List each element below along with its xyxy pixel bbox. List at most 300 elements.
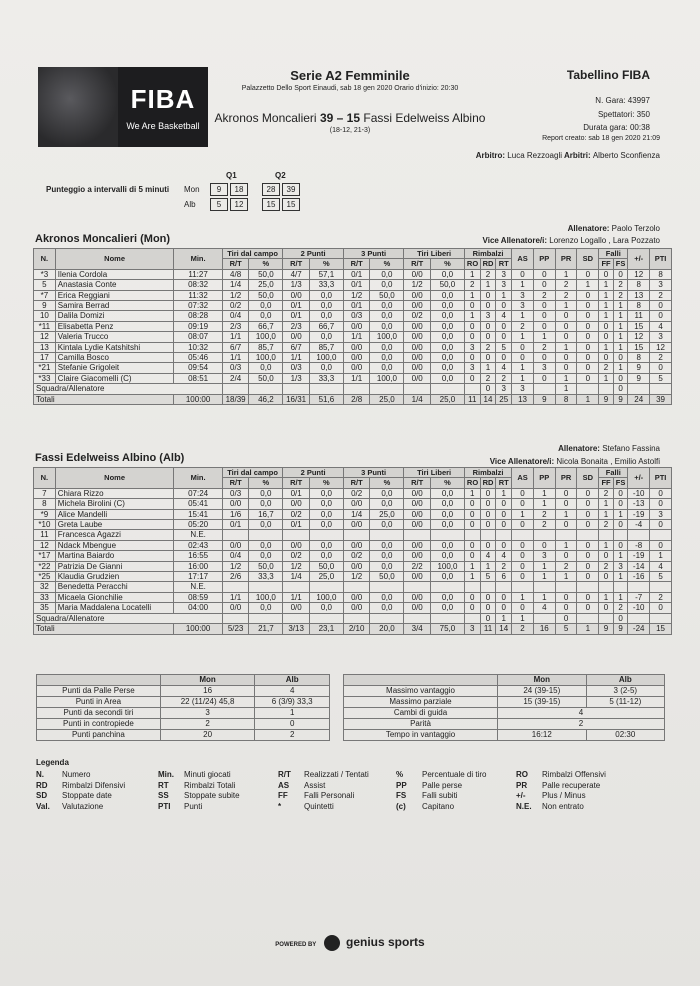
stat-cell: 1 [464, 311, 480, 321]
stat-label: Parità [344, 719, 498, 730]
stat-cell: 0 [555, 520, 577, 530]
stat-cell: 39 [650, 394, 672, 404]
stat-cell: 3 [496, 280, 512, 290]
stat-cell [431, 613, 465, 623]
legend-abbr: N. [36, 770, 44, 779]
legend-abbr: SS [158, 791, 169, 800]
stat-cell [431, 384, 465, 394]
stat-value: 02:30 [586, 730, 664, 741]
legend-item [278, 802, 369, 813]
stat-cell: 0 [555, 499, 577, 509]
column-header: FF [599, 478, 614, 488]
stat-cell: 9 [613, 624, 628, 634]
stat-cell [577, 582, 599, 592]
legend-col5 [516, 770, 606, 812]
legend-abbr: N.E. [516, 801, 532, 811]
column-header: PTI [650, 468, 672, 489]
stat-cell: 0 [533, 540, 555, 550]
stat-cell: 02:43 [174, 540, 222, 550]
stat-cell [555, 582, 577, 592]
stat-cell: 16:00 [174, 561, 222, 571]
stat-cell: 0/0 [283, 290, 310, 300]
stat-cell: 0 [613, 353, 628, 363]
stat-cell: 0/3 [343, 311, 370, 321]
stat-cell [628, 530, 650, 540]
stat-cell: 05:46 [174, 353, 222, 363]
player-name: Ilenia Cordola [55, 269, 174, 279]
legend-item [278, 770, 369, 781]
table-row [34, 269, 672, 279]
stat-cell: 0 [480, 488, 496, 498]
stat-cell: 1 [512, 613, 534, 623]
stat-cell: 0/2 [404, 311, 431, 321]
stat-cell [650, 582, 672, 592]
stat-cell: 1 [613, 321, 628, 331]
column-header: SD [577, 468, 599, 489]
column-header: RO [464, 478, 480, 488]
stat-cell: 0,0 [431, 332, 465, 342]
stat-cell: 4 [533, 603, 555, 613]
stat-cell: 13 [628, 290, 650, 300]
stat-cell: 0 [512, 551, 534, 561]
stat-cell: 0 [464, 551, 480, 561]
stat-cell: 0 [577, 499, 599, 509]
powered-by: POWERED BY [275, 942, 317, 949]
period-score: 12 [230, 198, 248, 211]
stat-cell: 0,0 [370, 269, 404, 279]
stat-cell [555, 530, 577, 540]
stat-cell: 25,0 [370, 394, 404, 404]
column-header: R/T [283, 478, 310, 488]
home-assistant-label: Vice Allenatore/i: [482, 236, 548, 245]
stat-cell: 0/0 [343, 353, 370, 363]
stat-cell: 0 [533, 353, 555, 363]
stat-cell: 0 [577, 321, 599, 331]
score-dash: – [336, 111, 344, 125]
stat-cell: 0 [555, 613, 577, 623]
home-assistants [483, 236, 660, 245]
stat-cell: 0 [577, 269, 599, 279]
column-header: AS [512, 249, 534, 270]
away-assistant-label: Vice Allenatore/i: [489, 457, 555, 466]
stat-cell: 85,7 [249, 342, 283, 352]
stat-cell: 1 [577, 624, 599, 634]
stat-cell: 0,0 [370, 342, 404, 352]
stat-cell: 9 [34, 301, 56, 311]
stat-cell: *25 [34, 572, 56, 582]
stat-cell: 0 [577, 603, 599, 613]
stat-cell: 25,0 [431, 394, 465, 404]
stat-cell: 3 [464, 342, 480, 352]
q1-label: Q1 [226, 171, 237, 180]
stat-cell: 0 [577, 488, 599, 498]
stat-cell: 0/0 [404, 363, 431, 373]
stat-cell: 0 [555, 551, 577, 561]
stat-cell [283, 613, 310, 623]
stat-cell: 32 [34, 582, 56, 592]
totals-row [34, 394, 672, 404]
home-coach [568, 224, 660, 233]
stat-cell [222, 384, 249, 394]
table-row [34, 373, 672, 383]
footer-brand: genius sports [346, 935, 425, 950]
stat-cell: 0/0 [404, 373, 431, 383]
stat-cell [599, 582, 614, 592]
stat-cell: 3 [496, 384, 512, 394]
stat-cell: -19 [628, 509, 650, 519]
stat-cell: *17 [34, 551, 56, 561]
legend-item [396, 802, 486, 813]
stat-cell: 0,0 [431, 301, 465, 311]
legend-desc: Palle recuperate [542, 780, 601, 790]
stat-cell: 1 [496, 488, 512, 498]
column-header: Nome [55, 468, 174, 489]
stat-cell: 0 [650, 520, 672, 530]
stat-cell: 0 [464, 520, 480, 530]
stat-cell: 0 [555, 363, 577, 373]
stat-cell: 3/4 [404, 624, 431, 634]
column-header: Falli [599, 468, 628, 478]
stat-cell: 0 [496, 603, 512, 613]
stat-cell: 0/0 [404, 603, 431, 613]
stat-cell: 0,0 [370, 520, 404, 530]
stat-cell: 2 [650, 592, 672, 602]
player-name: Benedetta Peracchi [55, 582, 174, 592]
stat-cell: 0 [555, 321, 577, 331]
table-row [37, 697, 330, 708]
stat-cell: 0,0 [431, 509, 465, 519]
stat-cell: 1 [512, 509, 534, 519]
stat-cell: 11 [464, 394, 480, 404]
stat-cell: 0 [496, 509, 512, 519]
home-team-name: Akronos Moncalieri [214, 111, 317, 125]
column-header: PP [533, 249, 555, 270]
stat-cell: 0,0 [249, 301, 283, 311]
stat-cell: 09:54 [174, 363, 222, 373]
player-name: Micaela Gionchilie [55, 592, 174, 602]
stat-cell: 0 [577, 520, 599, 530]
player-name: Martina Baiardo [55, 551, 174, 561]
column-header: Rimbalzi [464, 468, 511, 478]
stat-cell: 0 [650, 311, 672, 321]
stat-cell: 1/4 [222, 280, 249, 290]
stat-cell: 0/0 [404, 290, 431, 300]
stat-cell: 0 [577, 373, 599, 383]
stat-cell: 09:19 [174, 321, 222, 331]
stat-cell: 0/1 [283, 301, 310, 311]
stat-cell: 08:28 [174, 311, 222, 321]
player-name: Chiara Rizzo [55, 488, 174, 498]
stat-cell: 0 [480, 520, 496, 530]
column-header: Mon [498, 675, 587, 686]
stat-cell: 4 [496, 363, 512, 373]
stat-cell: 0/1 [343, 301, 370, 311]
stat-value: 2 [160, 719, 255, 730]
stat-cell: 0 [577, 509, 599, 519]
stat-cell: 0 [555, 332, 577, 342]
player-name: Kintala Lydie Katshitshi [55, 342, 174, 352]
legend-abbr: SD [36, 791, 48, 800]
stat-cell: 1 [464, 561, 480, 571]
stat-cell: 2/2 [404, 561, 431, 571]
stat-cell: 0/2 [283, 551, 310, 561]
legend-abbr: RO [516, 770, 528, 779]
stat-cell: 0/2 [343, 488, 370, 498]
player-name: Valeria Trucco [55, 332, 174, 342]
legend-abbr: FS [396, 791, 407, 800]
stat-cell: 07:32 [174, 301, 222, 311]
stat-cell: 0/0 [404, 353, 431, 363]
umpires: Alberto Sconfienza [592, 151, 660, 160]
stat-cell [431, 582, 465, 592]
stat-cell: 0,0 [309, 332, 343, 342]
stat-cell [249, 530, 283, 540]
table-row [34, 499, 672, 509]
stat-cell: 2/4 [222, 373, 249, 383]
stat-cell: 0 [496, 520, 512, 530]
stat-cell: 0 [577, 540, 599, 550]
stat-cell: 15 [628, 342, 650, 352]
column-header: 2 Punti [283, 249, 344, 259]
stat-cell: 1 [613, 509, 628, 519]
player-name: Dalila Domizi [55, 311, 174, 321]
stat-cell: 1 [512, 592, 534, 602]
stat-cell: 1 [599, 509, 614, 519]
stat-cell: 1 [464, 572, 480, 582]
stat-cell: 0 [613, 613, 628, 623]
referee-label: Arbitro: [475, 151, 506, 160]
stat-cell: 3 [512, 384, 534, 394]
stat-cell: 2 [496, 561, 512, 571]
column-header: FS [613, 259, 628, 269]
stat-cell: 12 [628, 269, 650, 279]
stat-cell [249, 384, 283, 394]
stat-cell: 0/1 [343, 269, 370, 279]
squad-row [34, 613, 672, 623]
stat-cell: 25,0 [309, 572, 343, 582]
player-name: Samira Berrad [55, 301, 174, 311]
stat-label: Massimo vantaggio [344, 686, 498, 697]
legend-abbr: RD [36, 780, 48, 790]
table-row [34, 551, 672, 561]
column-header: Min. [174, 249, 222, 270]
stat-cell: 0 [650, 603, 672, 613]
column-header: FF [599, 259, 614, 269]
stat-cell: 07:24 [174, 488, 222, 498]
stat-cell: 0/1 [343, 280, 370, 290]
column-header: RT [496, 478, 512, 488]
stat-cell: 0/0 [283, 603, 310, 613]
legend-col1 [36, 770, 125, 812]
stat-cell: 8 [555, 394, 577, 404]
stat-cell: 0 [480, 301, 496, 311]
legend-desc: Rimbalzi Totali [184, 780, 236, 790]
stat-cell [650, 613, 672, 623]
stat-cell [577, 384, 599, 394]
stat-cell: 2/8 [343, 394, 370, 404]
stat-cell [628, 384, 650, 394]
stat-cell: 0 [464, 353, 480, 363]
player-name: Elisabetta Penz [55, 321, 174, 331]
stat-cell: 0 [464, 603, 480, 613]
home-score: 39 [319, 111, 334, 125]
stat-cell: 2 [613, 280, 628, 290]
stat-cell [480, 530, 496, 540]
table-row [34, 311, 672, 321]
stat-cell: 1 [555, 269, 577, 279]
stat-cell: 8 [628, 280, 650, 290]
stat-cell: 0/2 [343, 551, 370, 561]
stat-cell: 0/0 [343, 520, 370, 530]
stat-cell: 46,2 [249, 394, 283, 404]
stat-cell: 2 [599, 520, 614, 530]
totals-label: Totali [34, 394, 174, 404]
table-row [37, 686, 330, 697]
column-header: R/T [404, 259, 431, 269]
stat-cell: 0/0 [343, 561, 370, 571]
table-row [344, 730, 665, 741]
stat-value: 1 [255, 708, 330, 719]
stat-cell: 24 [628, 394, 650, 404]
stat-cell: -13 [628, 499, 650, 509]
stat-cell: 0/0 [404, 551, 431, 561]
stat-cell: 1 [464, 488, 480, 498]
stat-cell: 0 [599, 572, 614, 582]
stat-cell: 50,0 [370, 290, 404, 300]
stat-cell: 2 [599, 488, 614, 498]
stat-cell: 2 [599, 561, 614, 571]
stat-cell: 0 [577, 572, 599, 582]
stat-cell: 0 [650, 363, 672, 373]
stat-cell: 11:27 [174, 269, 222, 279]
stat-cell: 0 [599, 353, 614, 363]
stat-value: 4 [255, 686, 330, 697]
table-row [34, 561, 672, 571]
header-row [34, 468, 672, 478]
stat-cell: 6 [496, 572, 512, 582]
stat-cell: 0,0 [249, 540, 283, 550]
stat-cell: 10:32 [174, 342, 222, 352]
stat-cell: 35 [34, 603, 56, 613]
stat-cell: 1 [533, 561, 555, 571]
stat-cell: 0 [533, 321, 555, 331]
stat-cell: 1 [599, 592, 614, 602]
stat-cell: 1/2 [222, 290, 249, 300]
stat-cell: 0 [464, 301, 480, 311]
spectators: Spettatori: 350 [597, 110, 650, 119]
stat-cell: 0 [577, 353, 599, 363]
column-header: N. [34, 249, 56, 270]
stat-cell: 08:51 [174, 373, 222, 383]
stat-cell: 1 [512, 373, 534, 383]
stat-cell: 0 [512, 540, 534, 550]
legend-desc: Punti [184, 801, 203, 811]
stat-label: Punti in Area [37, 697, 161, 708]
stat-cell: 3 [464, 363, 480, 373]
stat-cell: 66,7 [249, 321, 283, 331]
stat-cell: 1 [496, 613, 512, 623]
stat-cell: N.E. [174, 582, 222, 592]
table-row [344, 719, 665, 730]
stat-cell: 18/39 [222, 394, 249, 404]
period-score: 28 [262, 183, 280, 196]
stat-cell: 5 [496, 342, 512, 352]
column-header: PR [555, 468, 577, 489]
stat-cell: 50,0 [370, 572, 404, 582]
stat-cell [512, 530, 534, 540]
stat-cell: 1 [533, 499, 555, 509]
stat-cell: 0 [480, 540, 496, 550]
stat-cell [283, 530, 310, 540]
stat-cell [533, 384, 555, 394]
stat-cell: 0 [480, 332, 496, 342]
stat-cell: 11 [480, 624, 496, 634]
stat-cell: 1/4 [343, 509, 370, 519]
stat-cell: 5 [650, 373, 672, 383]
column-header: % [309, 478, 343, 488]
stat-cell: 0,0 [309, 520, 343, 530]
stat-cell: 3 [480, 311, 496, 321]
column-header: Min. [174, 468, 222, 489]
stat-cell: -14 [628, 561, 650, 571]
stat-cell: 0 [496, 592, 512, 602]
stat-value: 20 [160, 730, 255, 741]
footer [0, 935, 700, 951]
stat-cell: 1 [533, 488, 555, 498]
stat-cell: 0/0 [283, 332, 310, 342]
stat-cell: 0/0 [404, 540, 431, 550]
legend-abbr: RT [158, 780, 169, 790]
stat-cell: 1 [480, 363, 496, 373]
stat-cell: 05:20 [174, 520, 222, 530]
player-name: Claire Giacomelli (C) [55, 373, 174, 383]
stat-cell: 0,0 [309, 363, 343, 373]
stat-cell: 1/1 [343, 332, 370, 342]
stat-cell: N.E. [174, 530, 222, 540]
stat-cell [370, 613, 404, 623]
stat-cell: 2 [533, 520, 555, 530]
stat-cell: 0 [512, 572, 534, 582]
stat-cell: 1 [599, 540, 614, 550]
stat-cell: 33,3 [309, 280, 343, 290]
stat-cell [533, 613, 555, 623]
stat-cell: 1/4 [283, 572, 310, 582]
column-header: % [370, 478, 404, 488]
player-name: Klaudia Grudzien [55, 572, 174, 582]
stat-cell: 50,0 [249, 373, 283, 383]
stat-cell: 0,0 [309, 509, 343, 519]
stat-cell: 0 [480, 290, 496, 300]
stat-cell: 11 [628, 311, 650, 321]
home-assistant-names: Lorenzo Logallo , Lara Pozzato [549, 236, 660, 245]
stat-cell: 0/0 [222, 603, 249, 613]
period-score: 9 [210, 183, 228, 196]
stat-value: 22 (11/24) 45,8 [160, 697, 255, 708]
legend-desc: Assist [304, 780, 326, 790]
away-coach [558, 444, 660, 453]
legend-desc: Stoppate date [62, 791, 112, 800]
stat-cell: 51,6 [309, 394, 343, 404]
stat-cell: 1 [533, 332, 555, 342]
away-team-title: Fassi Edelweiss Albino (Alb) [35, 452, 185, 464]
stat-cell: 2 [464, 280, 480, 290]
stat-cell: 1 [613, 592, 628, 602]
column-header [344, 675, 498, 686]
stat-cell: 0 [599, 603, 614, 613]
stat-cell: 50,0 [249, 561, 283, 571]
legend-desc: Palle perse [422, 780, 463, 790]
stat-cell: 0 [512, 561, 534, 571]
